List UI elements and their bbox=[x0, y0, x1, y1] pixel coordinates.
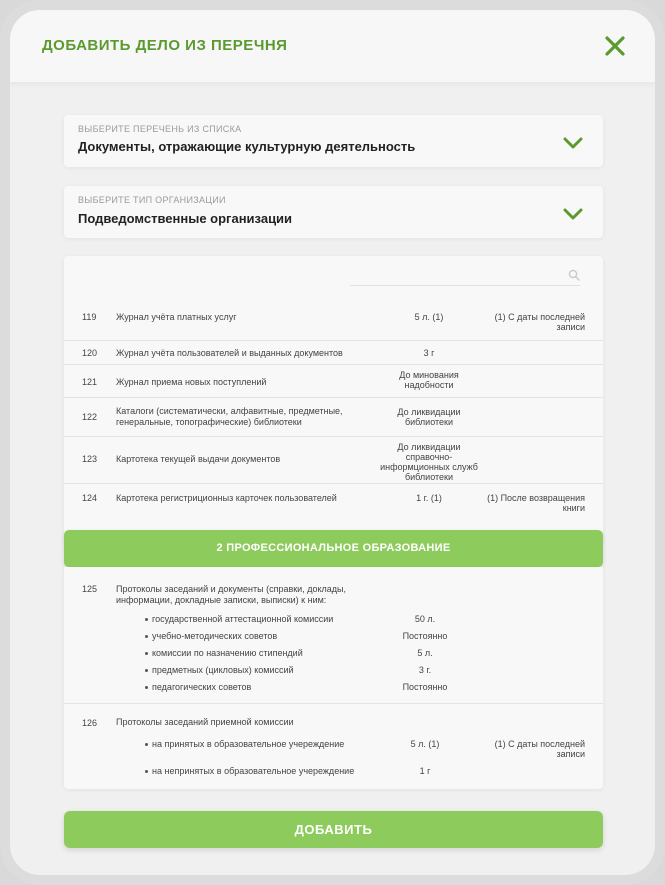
list-select-label: ВЫБЕРИТЕ ПЕРЕЧЕНЬ ИЗ СПИСКА bbox=[78, 124, 242, 134]
bullet bbox=[145, 618, 148, 621]
close-icon[interactable] bbox=[603, 34, 627, 58]
sub-item-name: комиссии по назначению стипендий bbox=[152, 648, 303, 658]
search-icon bbox=[568, 269, 580, 281]
sub-item-term: 50 л. bbox=[414, 614, 436, 624]
row-name: Картотека регистриционныз карточек пользователей bbox=[116, 493, 337, 503]
org-type-select-value: Подведомственные организации bbox=[78, 211, 293, 226]
row-name: Протоколы заседаний и документы (справки, доклады, информации, докладные записки, выписки) к ним: bbox=[116, 584, 346, 605]
org-type-select-label: ВЫБЕРИТЕ ТИП ОРГАНИЗАЦИИ bbox=[78, 195, 226, 205]
sub-item-term: 5 л. (1) bbox=[410, 739, 440, 749]
table-row[interactable] bbox=[64, 341, 603, 365]
bullet bbox=[145, 669, 148, 672]
sub-item-name: педагогических советов bbox=[152, 682, 252, 692]
row-term: 5 л. (1) bbox=[414, 312, 444, 322]
row-number: 121 bbox=[82, 377, 98, 387]
bullet bbox=[145, 743, 148, 746]
section-header[interactable] bbox=[64, 530, 603, 567]
cases-table bbox=[64, 256, 603, 546]
sub-item-term: 5 л. bbox=[417, 648, 433, 658]
table-row[interactable] bbox=[64, 484, 603, 524]
row-term: До ликвидации библиотеки bbox=[397, 407, 461, 427]
row-name: Журнал приема новых поступлений bbox=[116, 377, 267, 387]
row-note: (1) После возвращения книги bbox=[487, 493, 585, 513]
row-name: Протоколы заседаний приемной комиссии bbox=[116, 717, 294, 727]
dialog-title: ДОБАВИТЬ ДЕЛО ИЗ ПЕРЕЧНЯ bbox=[42, 37, 288, 54]
row-number: 122 bbox=[82, 412, 98, 422]
bullet bbox=[145, 635, 148, 638]
search-input[interactable] bbox=[350, 266, 580, 286]
row-name: Журнал учёта пользователей и выданных документов bbox=[116, 348, 343, 358]
cases-table-section-2 bbox=[64, 567, 603, 789]
row-term: До минования надобности bbox=[399, 370, 459, 390]
list-select-value: Документы, отражающие культурную деятельность bbox=[78, 139, 416, 154]
row-name: Журнал учёта платных услуг bbox=[116, 312, 237, 322]
sub-item-name: учебно-методических советов bbox=[152, 631, 278, 641]
sub-item-term: Постоянно bbox=[402, 631, 448, 641]
sub-item-name: государственной аттестационной комиссии bbox=[152, 614, 334, 624]
add-button-label: ДОБАВИТЬ bbox=[294, 822, 373, 837]
table-row[interactable] bbox=[64, 306, 603, 341]
table-row[interactable] bbox=[64, 437, 603, 484]
row-number: 120 bbox=[82, 348, 98, 358]
bullet bbox=[145, 686, 148, 689]
row-name: Картотека текущей выдачи документов bbox=[116, 454, 281, 464]
row-number: 124 bbox=[82, 493, 98, 503]
sub-item-name: на непринятых в образовательное учереждение bbox=[152, 766, 355, 776]
row-number: 119 bbox=[82, 312, 97, 322]
table-row[interactable] bbox=[64, 704, 603, 789]
sub-item-name: на принятых в образовательное учереждение bbox=[152, 739, 345, 749]
section-title: 2 ПРОФЕССИОНАЛЬНОЕ ОБРАЗОВАНИЕ bbox=[216, 542, 451, 554]
sub-item-name: предметных (цикловых) комиссий bbox=[152, 665, 294, 675]
row-name: Каталоги (систематически, алфавитные, предметные, генеральные, топографические) библиотеки bbox=[116, 406, 343, 427]
row-term: 1 г. (1) bbox=[416, 493, 442, 503]
bullet bbox=[145, 652, 148, 655]
sub-item-note: (1) С даты последней записи bbox=[494, 739, 585, 759]
add-button[interactable] bbox=[64, 811, 603, 848]
row-number: 125 bbox=[82, 584, 98, 594]
list-select[interactable] bbox=[64, 115, 603, 167]
dialog-header bbox=[10, 10, 655, 82]
sub-item-term: 3 г. bbox=[418, 665, 432, 675]
row-number: 126 bbox=[82, 718, 98, 728]
row-term: 3 г bbox=[423, 348, 435, 358]
sub-item-term: Постоянно bbox=[402, 682, 448, 692]
row-term: До ликвидации справочно-информционных служб библиотеки bbox=[380, 442, 478, 482]
sub-item-term: 1 г bbox=[419, 766, 431, 776]
chevron-down-icon[interactable] bbox=[563, 136, 583, 150]
dialog bbox=[10, 10, 655, 875]
org-type-select[interactable] bbox=[64, 186, 603, 238]
table-row[interactable] bbox=[64, 365, 603, 398]
table-row[interactable] bbox=[64, 567, 603, 704]
bullet bbox=[145, 770, 148, 773]
table-row[interactable] bbox=[64, 398, 603, 437]
row-number: 123 bbox=[82, 454, 98, 464]
chevron-down-icon[interactable] bbox=[563, 207, 583, 221]
row-note: (1) С даты последней записи bbox=[494, 312, 585, 332]
